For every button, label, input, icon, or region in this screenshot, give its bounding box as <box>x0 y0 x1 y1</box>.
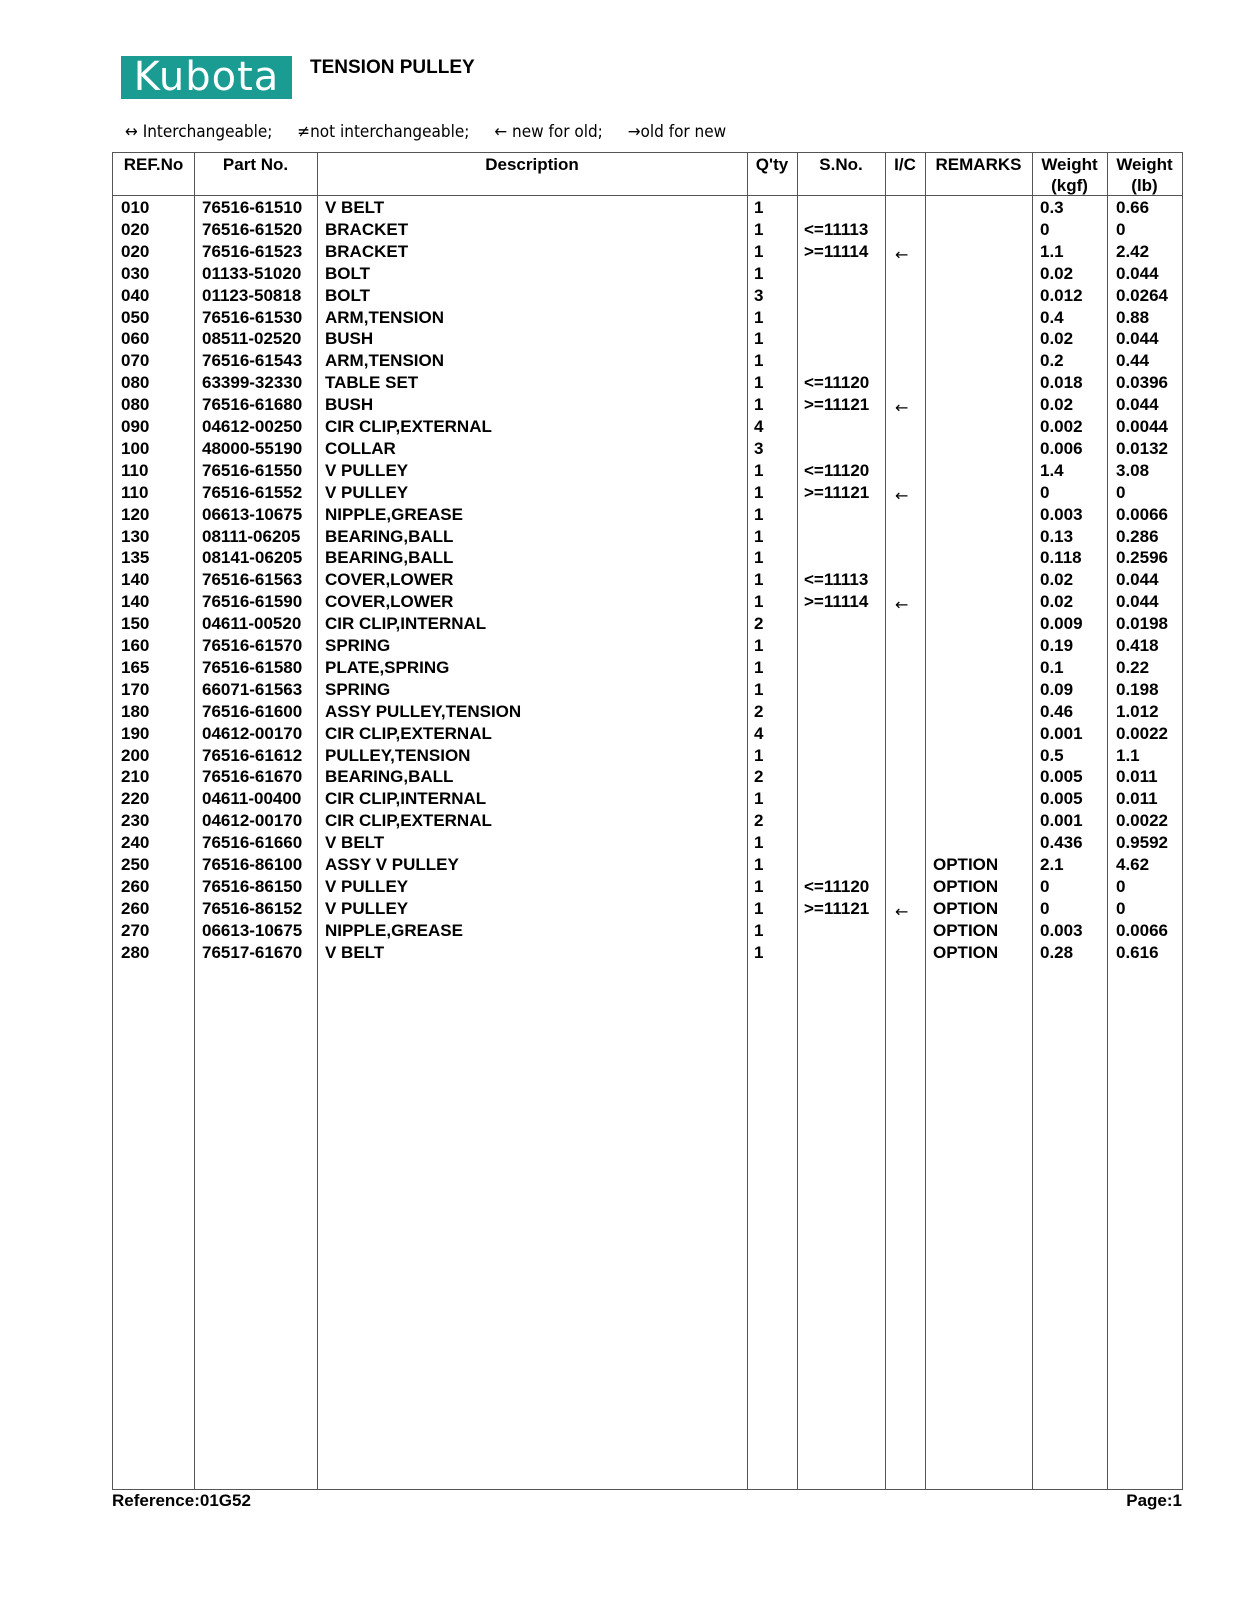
table-row <box>113 481 1182 503</box>
ref-no-cell: 170 <box>121 679 150 699</box>
weight-kgf-cell: 0.19 <box>1040 636 1074 655</box>
not-equal-icon: ≠ <box>297 122 311 142</box>
qty-cell: 4 <box>754 723 764 743</box>
description-cell: V BELT <box>325 198 385 217</box>
ref-no-cell: 120 <box>121 504 150 524</box>
reference-label: Reference:01G52 <box>112 1491 251 1510</box>
table-row <box>113 897 1182 919</box>
description-cell: PULLEY,TENSION <box>325 745 471 765</box>
page-number: Page:1 <box>1126 1491 1182 1510</box>
legend-item-old-for-new: →old for new <box>627 122 727 142</box>
table-row <box>113 722 1182 744</box>
table-row <box>113 196 1182 218</box>
description-cell: V PULLEY <box>325 876 409 896</box>
description-cell: BUSH <box>325 329 374 349</box>
weight-lb-cell: 1.012 <box>1116 701 1159 721</box>
part-no-cell: 76516-61612 <box>202 745 303 765</box>
qty-cell: 1 <box>754 198 764 217</box>
qty-cell: 1 <box>754 241 764 261</box>
table-row <box>113 327 1182 349</box>
remarks-cell: OPTION <box>933 876 999 896</box>
table-row <box>113 744 1182 766</box>
table-row <box>113 700 1182 722</box>
ref-no-cell: 110 <box>121 460 149 480</box>
qty-cell: 1 <box>754 329 764 349</box>
weight-lb-cell: 0.0396 <box>1116 373 1168 393</box>
logo-text: Kubota <box>133 56 280 99</box>
qty-cell: 2 <box>754 811 764 831</box>
weight-lb-cell: 0.616 <box>1116 942 1159 962</box>
part-no-cell: 66071-61563 <box>202 679 303 699</box>
weight-kgf-cell: 0 <box>1040 219 1050 239</box>
weight-kgf-cell: 0.4 <box>1040 307 1064 327</box>
part-no-cell: 04611-00400 <box>202 789 302 809</box>
new-for-old-arrow-icon: ← <box>895 398 909 418</box>
weight-kgf-cell: 0.2 <box>1040 351 1064 371</box>
description-cell: CIR CLIP,EXTERNAL <box>325 723 492 743</box>
ref-no-cell: 190 <box>121 723 150 743</box>
table-row <box>113 459 1182 481</box>
weight-lb-cell: 0.198 <box>1116 679 1159 699</box>
table-row <box>113 546 1182 568</box>
ref-no-cell: 260 <box>121 876 150 896</box>
part-no-cell: 08111-06205 <box>202 526 301 546</box>
weight-lb-cell: 2.42 <box>1116 241 1150 261</box>
description-cell: SPRING <box>325 636 391 655</box>
qty-cell: 1 <box>754 636 764 655</box>
description-cell: BOLT <box>325 263 371 283</box>
serial-no-cell: >=11121 <box>804 395 870 415</box>
header-remarks: REMARKS <box>935 155 1022 174</box>
qty-cell: 4 <box>754 417 764 436</box>
qty-cell: 1 <box>754 526 764 546</box>
weight-kgf-cell: 0 <box>1040 482 1050 502</box>
header-ic: I/C <box>894 155 916 174</box>
weight-kgf-cell: 0.02 <box>1040 592 1074 612</box>
table-row <box>113 306 1182 328</box>
new-for-old-arrow-icon: ← <box>895 244 909 264</box>
ref-no-cell: 030 <box>121 263 150 283</box>
weight-kgf-cell: 0.02 <box>1040 570 1074 590</box>
serial-no-cell: >=11121 <box>804 898 870 918</box>
part-no-cell: 76516-61563 <box>202 570 303 590</box>
header-weight-kgf: Weight (kgf) <box>1041 155 1098 195</box>
description-cell: SPRING <box>325 679 391 699</box>
weight-lb-cell: 0.0066 <box>1116 920 1168 940</box>
weight-kgf-cell: 0.002 <box>1040 417 1083 436</box>
part-no-cell: 06613-10675 <box>202 920 303 940</box>
table-row <box>113 941 1182 963</box>
part-no-cell: 76516-61670 <box>202 767 303 787</box>
ref-no-cell: 140 <box>121 592 150 612</box>
header-weight-lb: Weight (lb) <box>1116 155 1173 195</box>
qty-cell: 1 <box>754 504 764 524</box>
weight-kgf-cell: 0.09 <box>1040 679 1074 699</box>
weight-kgf-cell: 0.5 <box>1040 745 1064 765</box>
weight-lb-cell: 0.0066 <box>1116 504 1168 524</box>
header-description: Description <box>485 155 579 174</box>
double-arrow-icon: ↔ <box>125 122 138 142</box>
part-no-cell: 06613-10675 <box>202 504 303 524</box>
legend-item-interchangeable: ↔ Interchangeable; <box>125 122 273 142</box>
part-no-cell: 08141-06205 <box>202 548 303 568</box>
description-cell: V PULLEY <box>325 460 409 480</box>
qty-cell: 1 <box>754 263 764 283</box>
qty-cell: 1 <box>754 395 764 415</box>
table-row <box>113 415 1182 437</box>
part-no-cell: 76516-61530 <box>202 307 303 327</box>
description-cell: BEARING,BALL <box>325 526 454 546</box>
part-no-cell: 76516-61552 <box>202 482 303 502</box>
table-row <box>113 831 1182 853</box>
part-no-cell: 76516-61680 <box>202 395 303 415</box>
weight-kgf-cell: 0.001 <box>1040 811 1083 831</box>
weight-kgf-cell: 0.118 <box>1040 548 1082 568</box>
table-row <box>113 218 1182 240</box>
table-row <box>113 919 1182 941</box>
ref-no-cell: 150 <box>121 614 150 634</box>
remarks-cell: OPTION <box>933 942 999 962</box>
description-cell: BUSH <box>325 395 374 415</box>
left-arrow-icon: ← <box>494 122 508 142</box>
description-cell: V BELT <box>325 942 385 962</box>
ref-no-cell: 080 <box>121 395 150 415</box>
parts-table <box>112 152 1183 1490</box>
weight-lb-cell: 0.0044 <box>1116 417 1168 436</box>
description-cell: CIR CLIP,INTERNAL <box>325 614 487 634</box>
ref-no-cell: 100 <box>121 438 150 458</box>
weight-lb-cell: 0.0264 <box>1116 285 1168 305</box>
weight-lb-cell: 0.044 <box>1116 570 1159 590</box>
weight-lb-cell: 0 <box>1116 482 1126 502</box>
weight-kgf-cell: 1.1 <box>1040 241 1064 261</box>
part-no-cell: 76516-61590 <box>202 592 303 612</box>
weight-kgf-cell: 0.3 <box>1040 198 1064 217</box>
part-no-cell: 76516-61660 <box>202 833 303 853</box>
weight-kgf-cell: 0.018 <box>1040 373 1083 393</box>
table-row <box>113 568 1182 590</box>
qty-cell: 1 <box>754 942 764 962</box>
part-no-cell: 63399-32330 <box>202 373 303 393</box>
description-cell: BOLT <box>325 285 371 305</box>
weight-kgf-cell: 0.13 <box>1040 526 1074 546</box>
remarks-cell: OPTION <box>933 855 999 874</box>
weight-lb-cell: 3.08 <box>1116 460 1150 480</box>
part-no-cell: 76516-61600 <box>202 701 303 721</box>
part-no-cell: 76516-61510 <box>202 198 303 217</box>
weight-kgf-cell: 1.4 <box>1040 460 1064 480</box>
weight-lb-cell: 0.044 <box>1116 329 1159 349</box>
description-cell: COLLAR <box>325 438 396 458</box>
ref-no-cell: 180 <box>121 701 150 721</box>
ref-no-cell: 230 <box>121 811 150 831</box>
weight-lb-cell: 0.044 <box>1116 263 1159 283</box>
ref-no-cell: 280 <box>121 942 150 962</box>
description-cell: PLATE,SPRING <box>325 657 450 677</box>
part-no-cell: 01123-50818 <box>202 285 302 305</box>
weight-lb-cell: 0.66 <box>1116 198 1150 217</box>
weight-kgf-cell: 0.02 <box>1040 263 1074 283</box>
ref-no-cell: 240 <box>121 833 150 853</box>
description-cell: V PULLEY <box>325 898 409 918</box>
table-row <box>113 678 1182 700</box>
ref-no-cell: 060 <box>121 329 150 349</box>
description-cell: COVER,LOWER <box>325 592 454 612</box>
part-no-cell: 04612-00250 <box>202 417 303 436</box>
part-no-cell: 04611-00520 <box>202 614 302 634</box>
weight-lb-cell: 0 <box>1116 219 1126 239</box>
weight-lb-cell: 0.88 <box>1116 307 1150 327</box>
table-row <box>113 765 1182 787</box>
ref-no-cell: 210 <box>121 767 150 787</box>
description-cell: ASSY PULLEY,TENSION <box>325 701 522 721</box>
qty-cell: 1 <box>754 920 764 940</box>
weight-lb-cell: 0.0132 <box>1116 438 1168 458</box>
weight-lb-cell: 0.0022 <box>1116 811 1168 831</box>
description-cell: ARM,TENSION <box>325 307 444 327</box>
kubota-logo <box>121 56 292 99</box>
legend-item-not-interchangeable: ≠not interchangeable; <box>297 122 470 142</box>
new-for-old-arrow-icon: ← <box>895 901 909 921</box>
ref-no-cell: 165 <box>121 657 150 677</box>
ref-no-cell: 020 <box>121 219 150 239</box>
weight-kgf-cell: 0.001 <box>1040 723 1083 743</box>
qty-cell: 1 <box>754 679 764 699</box>
table-row <box>113 371 1182 393</box>
ref-no-cell: 050 <box>121 307 150 327</box>
qty-cell: 1 <box>754 570 764 590</box>
description-cell: ASSY V PULLEY <box>325 855 459 874</box>
weight-kgf-cell: 0.28 <box>1040 942 1074 962</box>
ref-no-cell: 250 <box>121 855 150 874</box>
part-no-cell: 76516-61550 <box>202 460 303 480</box>
table-row <box>113 393 1182 418</box>
weight-kgf-cell: 0.003 <box>1040 504 1083 524</box>
ref-no-cell: 135 <box>121 548 150 568</box>
table-row <box>113 240 1182 262</box>
part-no-cell: 48000-55190 <box>202 438 303 458</box>
part-no-cell: 04612-00170 <box>202 723 303 743</box>
table-row <box>113 437 1182 459</box>
ref-no-cell: 160 <box>121 636 150 655</box>
ref-no-cell: 220 <box>121 789 150 809</box>
weight-kgf-cell: 0.02 <box>1040 329 1074 349</box>
qty-cell: 1 <box>754 745 764 765</box>
weight-kgf-cell: 0.012 <box>1040 285 1083 305</box>
qty-cell: 1 <box>754 657 764 677</box>
ref-no-cell: 270 <box>121 920 150 940</box>
description-cell: V PULLEY <box>325 482 409 502</box>
weight-kgf-cell: 0.003 <box>1040 920 1083 940</box>
description-cell: NIPPLE,GREASE <box>325 504 463 524</box>
description-cell: CIR CLIP,INTERNAL <box>325 789 487 809</box>
header-part-no: Part No. <box>222 155 289 174</box>
ref-no-cell: 140 <box>121 570 150 590</box>
weight-kgf-cell: 0.1 <box>1040 657 1064 677</box>
description-cell: BEARING,BALL <box>325 767 454 787</box>
qty-cell: 1 <box>754 833 764 853</box>
weight-lb-cell: 0.44 <box>1116 351 1150 371</box>
description-cell: NIPPLE,GREASE <box>325 920 463 940</box>
weight-kgf-cell: 0.005 <box>1040 767 1083 787</box>
table-row <box>113 590 1182 615</box>
serial-no-cell: >=11121 <box>804 482 870 502</box>
part-no-cell: 76517-61670 <box>202 942 303 962</box>
description-cell: COVER,LOWER <box>325 570 454 590</box>
weight-lb-cell: 0.9592 <box>1116 833 1168 853</box>
qty-cell: 1 <box>754 592 764 612</box>
table-row <box>113 525 1182 547</box>
serial-no-cell: >=11114 <box>804 592 869 612</box>
weight-lb-cell: 0.286 <box>1116 526 1159 546</box>
part-no-cell: 76516-61570 <box>202 636 303 655</box>
new-for-old-arrow-icon: ← <box>895 595 909 615</box>
ref-no-cell: 090 <box>121 417 150 436</box>
qty-cell: 1 <box>754 482 764 502</box>
serial-no-cell: <=11113 <box>804 219 869 239</box>
description-cell: BRACKET <box>325 241 409 261</box>
table-row <box>113 809 1182 831</box>
serial-no-cell: >=11114 <box>804 241 869 261</box>
qty-cell: 3 <box>754 285 764 305</box>
qty-cell: 1 <box>754 876 764 896</box>
table-row <box>113 634 1182 656</box>
part-no-cell: 76516-61580 <box>202 657 303 677</box>
qty-cell: 2 <box>754 614 764 634</box>
description-cell: CIR CLIP,EXTERNAL <box>325 417 492 436</box>
weight-lb-cell: 0.2596 <box>1116 548 1168 568</box>
table-row <box>113 656 1182 678</box>
serial-no-cell: <=11120 <box>804 876 870 896</box>
weight-lb-cell: 0 <box>1116 876 1126 896</box>
remarks-cell: OPTION <box>933 920 999 940</box>
serial-no-cell: <=11120 <box>804 460 870 480</box>
description-cell: CIR CLIP,EXTERNAL <box>325 811 492 831</box>
part-no-cell: 76516-86100 <box>202 855 303 874</box>
header-qty: Q'ty <box>755 155 789 174</box>
table-row <box>113 503 1182 525</box>
weight-kgf-cell: 0 <box>1040 876 1050 896</box>
ref-no-cell: 010 <box>121 198 150 217</box>
description-cell: ARM,TENSION <box>325 351 444 371</box>
qty-cell: 1 <box>754 789 764 809</box>
weight-kgf-cell: 0.006 <box>1040 438 1083 458</box>
weight-lb-cell: 0.418 <box>1116 636 1159 655</box>
qty-cell: 1 <box>754 373 764 393</box>
table-row <box>113 612 1182 634</box>
part-no-cell: 08511-02520 <box>202 329 302 349</box>
ref-no-cell: 020 <box>121 241 150 261</box>
interchangeability-legend <box>125 122 746 142</box>
right-arrow-icon: → <box>627 122 641 142</box>
weight-lb-cell: 0.011 <box>1116 767 1158 787</box>
header-serial-no: S.No. <box>819 155 863 174</box>
part-no-cell: 76516-61523 <box>202 241 303 261</box>
ref-no-cell: 040 <box>121 285 150 305</box>
ref-no-cell: 260 <box>121 898 150 918</box>
table-row <box>113 284 1182 306</box>
table-row <box>113 875 1182 897</box>
weight-kgf-cell: 2.1 <box>1040 855 1064 874</box>
page-title: TENSION PULLEY <box>310 57 475 78</box>
table-row <box>113 787 1182 809</box>
ref-no-cell: 070 <box>121 351 150 371</box>
part-no-cell: 01133-51020 <box>202 263 302 283</box>
remarks-cell: OPTION <box>933 898 999 918</box>
qty-cell: 3 <box>754 438 764 458</box>
new-for-old-arrow-icon: ← <box>895 485 909 505</box>
weight-kgf-cell: 0.46 <box>1040 701 1074 721</box>
weight-lb-cell: 0.011 <box>1116 789 1158 809</box>
qty-cell: 2 <box>754 767 764 787</box>
qty-cell: 1 <box>754 548 764 568</box>
table-row <box>113 262 1182 284</box>
weight-kgf-cell: 0 <box>1040 898 1050 918</box>
legend-item-new-for-old: ← new for old; <box>494 122 603 142</box>
qty-cell: 1 <box>754 219 764 239</box>
description-cell: V BELT <box>325 833 385 853</box>
description-cell: BEARING,BALL <box>325 548 454 568</box>
part-no-cell: 76516-86150 <box>202 876 303 896</box>
weight-lb-cell: 0.044 <box>1116 395 1159 415</box>
qty-cell: 1 <box>754 307 764 327</box>
qty-cell: 1 <box>754 460 764 480</box>
serial-no-cell: <=11120 <box>804 373 870 393</box>
weight-kgf-cell: 0.005 <box>1040 789 1083 809</box>
qty-cell: 1 <box>754 898 764 918</box>
part-no-cell: 76516-86152 <box>202 898 303 918</box>
weight-kgf-cell: 0.009 <box>1040 614 1083 634</box>
table-row <box>113 853 1182 875</box>
table-row <box>113 349 1182 371</box>
ref-no-cell: 200 <box>121 745 150 765</box>
ref-no-cell: 110 <box>121 482 149 502</box>
weight-kgf-cell: 0.436 <box>1040 833 1083 853</box>
qty-cell: 2 <box>754 701 764 721</box>
weight-lb-cell: 0 <box>1116 898 1126 918</box>
ref-no-cell: 080 <box>121 373 150 393</box>
weight-lb-cell: 1.1 <box>1116 745 1140 765</box>
part-no-cell: 76516-61543 <box>202 351 303 371</box>
qty-cell: 1 <box>754 855 764 874</box>
weight-lb-cell: 0.22 <box>1116 657 1150 677</box>
ref-no-cell: 130 <box>121 526 150 546</box>
weight-lb-cell: 0.0198 <box>1116 614 1168 634</box>
part-no-cell: 76516-61520 <box>202 219 303 239</box>
serial-no-cell: <=11113 <box>804 570 869 590</box>
weight-lb-cell: 0.044 <box>1116 592 1159 612</box>
part-no-cell: 04612-00170 <box>202 811 303 831</box>
description-cell: BRACKET <box>325 219 409 239</box>
weight-lb-cell: 0.0022 <box>1116 723 1168 743</box>
description-cell: TABLE SET <box>325 373 419 393</box>
weight-kgf-cell: 0.02 <box>1040 395 1074 415</box>
qty-cell: 1 <box>754 351 764 371</box>
header-ref-no: REF.No <box>123 155 184 174</box>
weight-lb-cell: 4.62 <box>1116 855 1150 874</box>
